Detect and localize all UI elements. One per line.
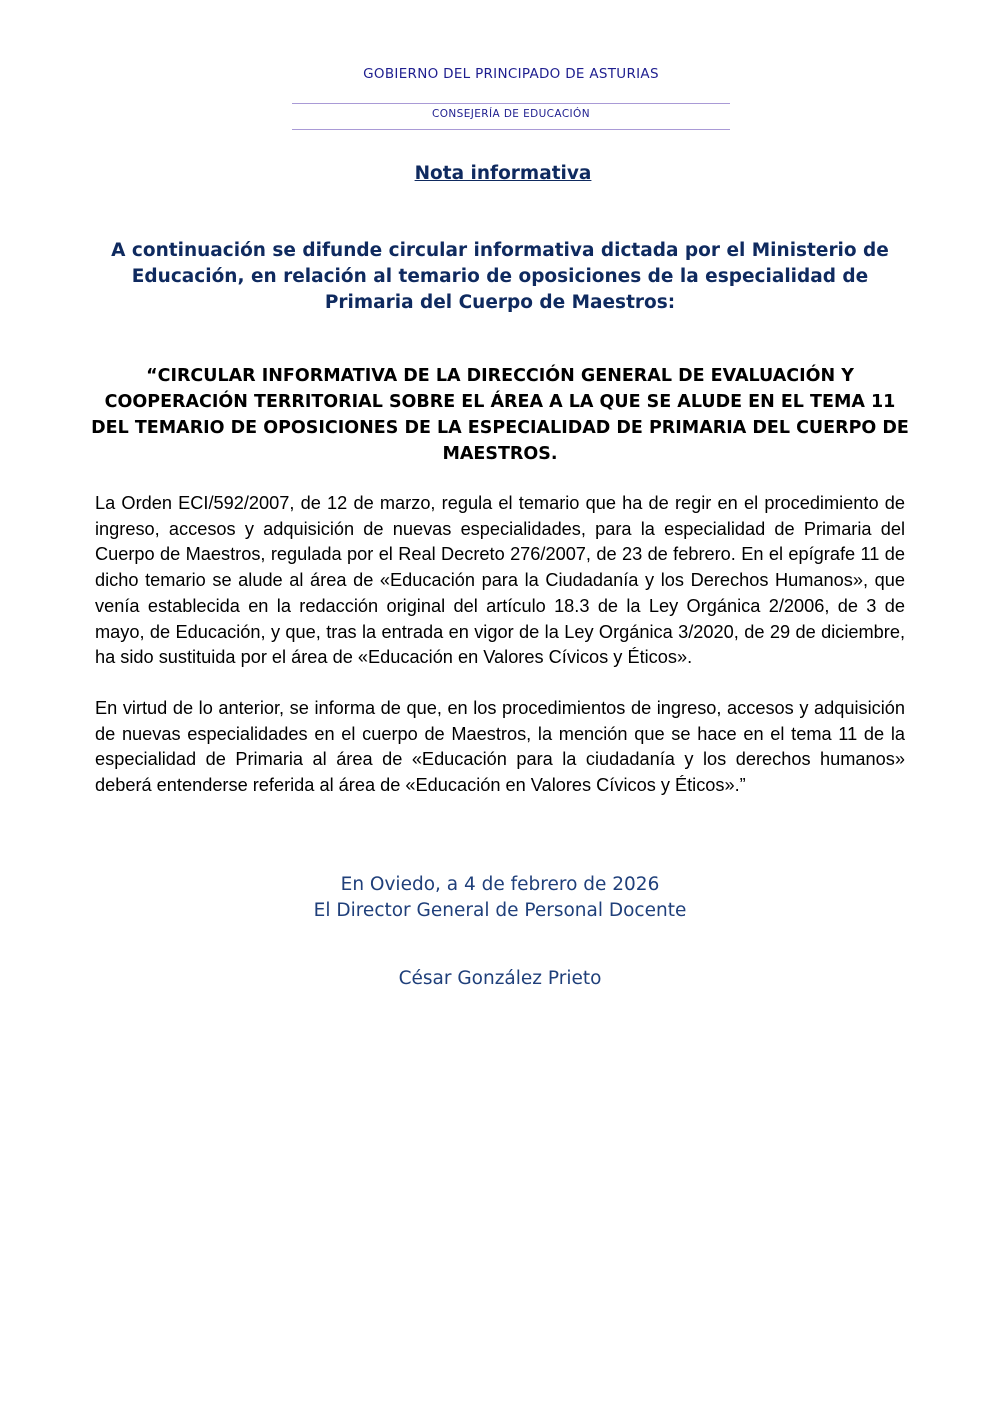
government-header: GOBIERNO DEL PRINCIPADO DE ASTURIAS xyxy=(363,66,659,82)
signature-position: El Director General de Personal Docente xyxy=(313,900,687,921)
signature-place-date: En Oviedo, a 4 de febrero de 2026 xyxy=(340,874,660,895)
department-header: CONSEJERÍA DE EDUCACIÓN xyxy=(432,108,590,120)
body-paragraph: En virtud de lo anterior, se informa de que, en los procedimientos de ingreso, accesos y adquisición de nuevas especialidades en el cuerpo de Maestros, la mención que se hace en el tema 11 de la especialidad de Primaria al área de «Educación para la ciudadanía y los derechos humanos» deberá entenderse referida al área de «Educación en Valores Cívicos y Éticos».” xyxy=(95,698,905,796)
header-divider xyxy=(292,129,730,130)
intro-text: A continuación se difunde circular informativa dictada por el Ministerio de Educación, en relación al temario de oposiciones de la especialidad de Primaria del Cuerpo de Maestros: xyxy=(111,240,889,313)
signature-name: César González Prieto xyxy=(398,968,602,989)
header-divider xyxy=(292,103,730,104)
circular-title: “CIRCULAR INFORMATIVA DE LA DIRECCIÓN GENERAL DE EVALUACIÓN Y COOPERACIÓN TERRITORIAL SOBRE EL ÁREA A LA QUE SE ALUDE EN EL TEMA 11 DEL TEMARIO DE OPOSICIONES DE LA ESPECIALIDAD DE PRIMARIA DEL CUERPO DE MAESTROS. xyxy=(91,366,909,464)
document-title: Nota informativa xyxy=(414,163,592,184)
body-paragraph: La Orden ECI/592/2007, de 12 de marzo, regula el temario que ha de regir en el procedimiento de ingreso, accesos y adquisición de nuevas especialidades, para la especialidad de Primaria del Cuerpo de Maestros, regulada por el Real Decreto 276/2007, de 23 de febrero. En el epígrafe 11 de dicho temario se alude al área de «Educación para la Ciudadanía y los Derechos Humanos», que venía establecida en la redacción original del artículo 18.3 de la Ley Orgánica 2/2006, de 3 de mayo, de Educación, y que, tras la entrada en vigor de la Ley Orgánica 3/2020, de 29 de diciembre, ha sido sustituida por el área de «Educación en Valores Cívicos y Éticos». xyxy=(95,493,905,668)
